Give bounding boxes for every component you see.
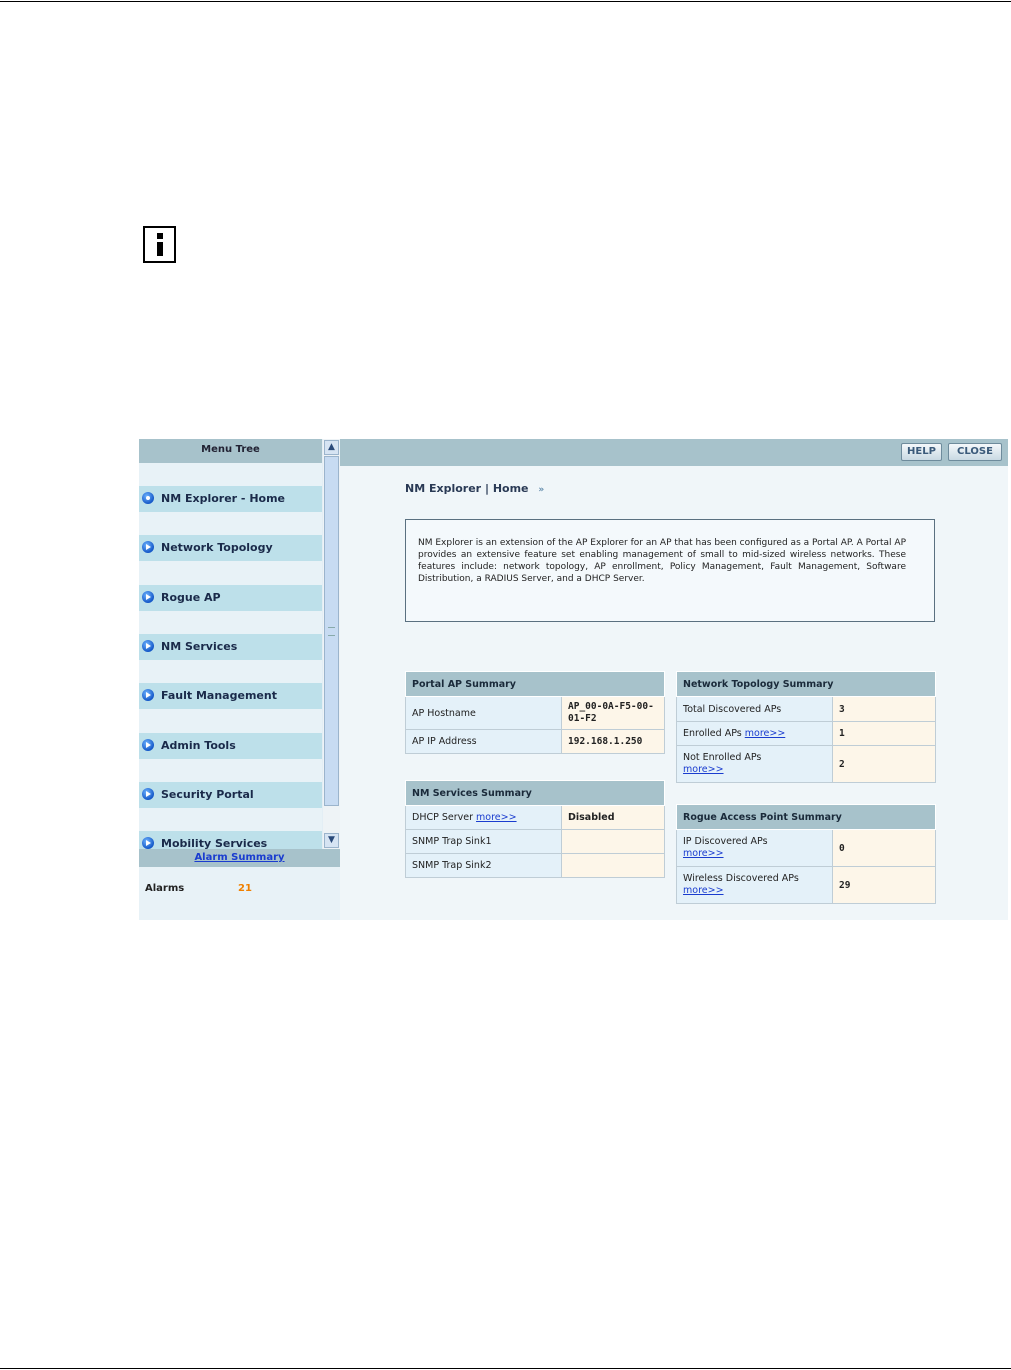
menu-item-label: Admin Tools [161, 739, 236, 752]
snmp-trap-sink1-value [562, 830, 665, 854]
menu-item-security-portal[interactable] [139, 782, 322, 808]
ap-hostname-value: AP_00-0A-F5-00-01-F2 [562, 697, 665, 730]
enrolled-aps-text: Enrolled APs [683, 728, 742, 739]
network-topology-summary-table [676, 671, 936, 783]
ip-discovered-more-link[interactable]: more>> [683, 848, 724, 859]
menu-item-nm-services[interactable] [139, 634, 322, 660]
menu-item-label: Rogue AP [161, 591, 221, 604]
arrow-bullet-icon [142, 689, 154, 701]
top-toolbar [340, 439, 1008, 466]
selected-bullet-icon [142, 492, 154, 504]
rogue-ap-summary-table [676, 804, 936, 904]
alarms-label: Alarms [145, 883, 185, 894]
menu-item-network-topology[interactable] [139, 535, 322, 561]
menu-item-rogue-ap[interactable] [139, 585, 322, 611]
page-bottom-rule [0, 1368, 1011, 1369]
enrolled-aps-value: 1 [833, 722, 936, 746]
not-enrolled-aps-label [677, 746, 833, 783]
dhcp-server-text: DHCP Server [412, 812, 473, 823]
close-button[interactable]: CLOSE [948, 443, 1002, 461]
info-icon [143, 226, 176, 263]
help-button[interactable]: HELP [901, 443, 942, 461]
breadcrumb-section: NM Explorer [405, 482, 482, 495]
table-title: NM Services Summary [406, 781, 665, 806]
alarms-count: 21 [238, 883, 252, 894]
description-box [405, 519, 935, 622]
wireless-discovered-label [677, 867, 833, 904]
total-discovered-label: Total Discovered APs [677, 697, 833, 722]
alarm-summary-link[interactable]: Alarm Summary [194, 852, 285, 863]
ip-discovered-value: 0 [833, 830, 936, 867]
arrow-bullet-icon [142, 788, 154, 800]
breadcrumb-page: Home [492, 482, 529, 495]
alarm-summary-panel [139, 867, 340, 920]
not-enrolled-aps-value: 2 [833, 746, 936, 783]
page-top-rule [0, 1, 1011, 2]
menu-item-label: Security Portal [161, 788, 254, 801]
menu-item-label: NM Services [161, 640, 238, 653]
menu-item-admin-tools[interactable] [139, 733, 322, 759]
total-discovered-value: 3 [833, 697, 936, 722]
ap-ip-label: AP IP Address [406, 730, 562, 754]
not-enrolled-aps-text: Not Enrolled APs [683, 752, 762, 763]
alarm-summary-header [139, 849, 340, 867]
snmp-trap-sink1-label: SNMP Trap Sink1 [406, 830, 562, 854]
menu-tree [139, 463, 322, 849]
menu-item-label: NM Explorer - Home [161, 492, 286, 505]
wireless-discovered-value: 29 [833, 867, 936, 904]
menu-tree-title: Menu Tree [139, 439, 322, 463]
menu-item-label: Fault Management [161, 689, 277, 702]
nm-services-summary-table [405, 780, 665, 878]
table-title: Portal AP Summary [406, 672, 665, 697]
enrolled-aps-label [677, 722, 833, 746]
scroll-thumb[interactable] [324, 456, 339, 806]
table-title: Rogue Access Point Summary [677, 805, 936, 830]
arrow-bullet-icon [142, 739, 154, 751]
breadcrumb [405, 482, 544, 495]
menu-panel [139, 439, 340, 920]
scroll-up-icon[interactable]: ▲ [324, 440, 339, 455]
enrolled-more-link[interactable]: more>> [744, 728, 786, 739]
menu-item-fault-management[interactable] [139, 683, 322, 709]
breadcrumb-separator: | [484, 482, 489, 495]
portal-ap-summary-table [405, 671, 665, 754]
scroll-down-icon[interactable]: ▼ [324, 833, 339, 848]
menu-item-mobility-services[interactable] [139, 831, 322, 849]
wireless-discovered-more-link[interactable]: more>> [683, 885, 724, 896]
ip-discovered-label [677, 830, 833, 867]
nm-explorer-window [139, 439, 1008, 920]
ip-discovered-text: IP Discovered APs [683, 836, 768, 847]
menu-item-label: Mobility Services [161, 837, 268, 849]
arrow-bullet-icon [142, 541, 154, 553]
menu-item-nm-explorer-home[interactable] [139, 486, 322, 512]
snmp-trap-sink2-label: SNMP Trap Sink2 [406, 854, 562, 878]
snmp-trap-sink2-value [562, 854, 665, 878]
arrow-bullet-icon [142, 591, 154, 603]
dhcp-more-link[interactable]: more>> [476, 812, 517, 823]
arrow-bullet-icon [142, 640, 154, 652]
arrow-bullet-icon [142, 837, 154, 849]
double-arrow-icon: » [538, 485, 545, 495]
table-title: Network Topology Summary [677, 672, 936, 697]
menu-scrollbar[interactable] [323, 439, 340, 849]
menu-item-label: Network Topology [161, 541, 273, 554]
ap-hostname-label: AP Hostname [406, 697, 562, 730]
not-enrolled-more-link[interactable]: more>> [683, 764, 724, 775]
ap-ip-value: 192.168.1.250 [562, 730, 665, 754]
dhcp-server-label [406, 806, 562, 830]
dhcp-server-value: Disabled [562, 806, 665, 830]
description-text: NM Explorer is an extension of the AP Explorer for an AP that has been configured as a Portal AP. A Portal AP provides an extensive feature set enabling management of small to mid-sized wireless networks. These features include: network topology, AP enrollment, Policy Management, Fault Management, Software Distribution, a RADIUS Server, and a DHCP Server. [418, 538, 906, 584]
wireless-discovered-text: Wireless Discovered APs [683, 873, 799, 884]
